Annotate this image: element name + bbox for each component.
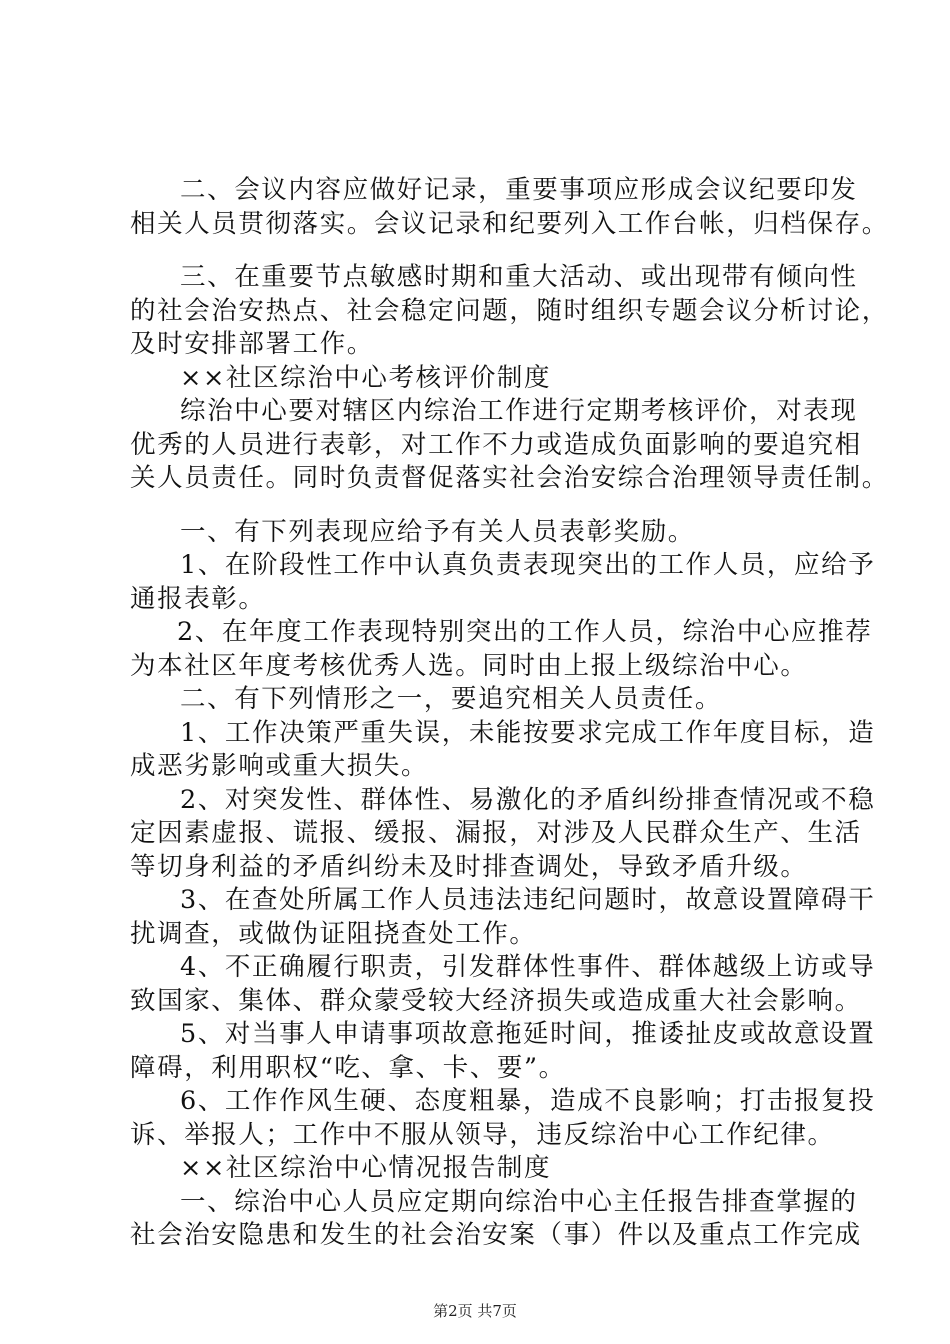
page-number-footer: 第2页 共7页 — [433, 1302, 517, 1320]
paragraph-line: 5、对当事人申请事项故意拖延时间，推诿扯皮或故意设置 — [180, 1019, 876, 1049]
paragraph-line: 二、有下列情形之一，要追究相关人员责任。 — [180, 684, 723, 714]
paragraph-line: 社会治安隐患和发生的社会治安案（事）件以及重点工作完成 — [130, 1220, 862, 1250]
paragraph-gap — [130, 241, 850, 261]
paragraph-line: 定因素虚报、谎报、缓报、漏报，对涉及人民群众生产、生活 — [130, 818, 862, 848]
paragraph-line: 诉、举报人；工作中不服从领导，违反综治中心工作纪律。 — [130, 1119, 835, 1150]
section-heading: ××社区综治中心考核评价制度 — [180, 362, 552, 393]
paragraph-line: 成恶劣影响或重大损失。 — [130, 751, 429, 781]
paragraph-line: 及时安排部署工作。 — [130, 329, 374, 359]
paragraph-line: 2、在年度工作表现特别突出的工作人员，综治中心应推荐 — [177, 617, 873, 647]
paragraph-line: 1、工作决策严重失误，未能按要求完成工作年度目标，造 — [180, 717, 876, 748]
paragraph-line: 致国家、集体、群众蒙受较大经济损失或造成重大社会影响。 — [130, 985, 862, 1016]
paragraph-line: 扰调查，或做伪证阻挠查处工作。 — [130, 918, 537, 949]
paragraph-line: 关人员责任。同时负责督促落实社会治安综合治理领导责任制。 — [130, 463, 889, 493]
paragraph-line: 通报表彰。 — [130, 583, 266, 614]
paragraph-line: 综治中心要对辖区内综治工作进行定期考核评价，对表现 — [180, 396, 858, 426]
paragraph-line: 一、有下列表现应给予有关人员表彰奖励。 — [180, 516, 695, 547]
section-heading: ××社区综治中心情况报告制度 — [180, 1153, 552, 1183]
paragraph-line: 3、在查处所属工作人员违法违纪问题时，故意设置障碍干 — [180, 885, 876, 915]
paragraph-line: 的社会治安热点、社会稳定问题，随时组织专题会议分析讨论， — [130, 295, 889, 326]
paragraph-gap — [130, 496, 850, 516]
paragraph-line: 优秀的人员进行表彰，对工作不力或造成负面影响的要追究相 — [130, 429, 862, 460]
paragraph-line: 1、在阶段性工作中认真负责表现突出的工作人员，应给予 — [180, 550, 876, 580]
paragraph-line: 一、综治中心人员应定期向综治中心主任报告排查掌握的 — [180, 1186, 858, 1217]
paragraph-line: 三、在重要节点敏感时期和重大活动、或出现带有倾向性 — [180, 262, 858, 292]
document-body — [130, 174, 889, 1253]
paragraph-line: 为本社区年度考核优秀人选。同时由上报上级综治中心。 — [130, 650, 808, 681]
paragraph-line: 2、对突发性、群体性、易激化的矛盾纠纷排查情况或不稳 — [180, 784, 876, 815]
paragraph-line: 6、工作作风生硬、态度粗暴，造成不良影响；打击报复投 — [180, 1086, 876, 1116]
paragraph-line: 二、会议内容应做好记录，重要事项应形成会议纪要印发 — [180, 175, 858, 205]
paragraph-line: 障碍，利用职权“吃、拿、卡、要”。 — [130, 1052, 566, 1083]
paragraph-line: 4、不正确履行职责，引发群体性事件、群体越级上访或导 — [180, 952, 876, 982]
paragraph-line: 等切身利益的矛盾纠纷未及时排查调处，导致矛盾升级。 — [130, 851, 808, 882]
paragraph-line: 相关人员贯彻落实。会议记录和纪要列入工作台帐，归档保存。 — [130, 208, 889, 239]
